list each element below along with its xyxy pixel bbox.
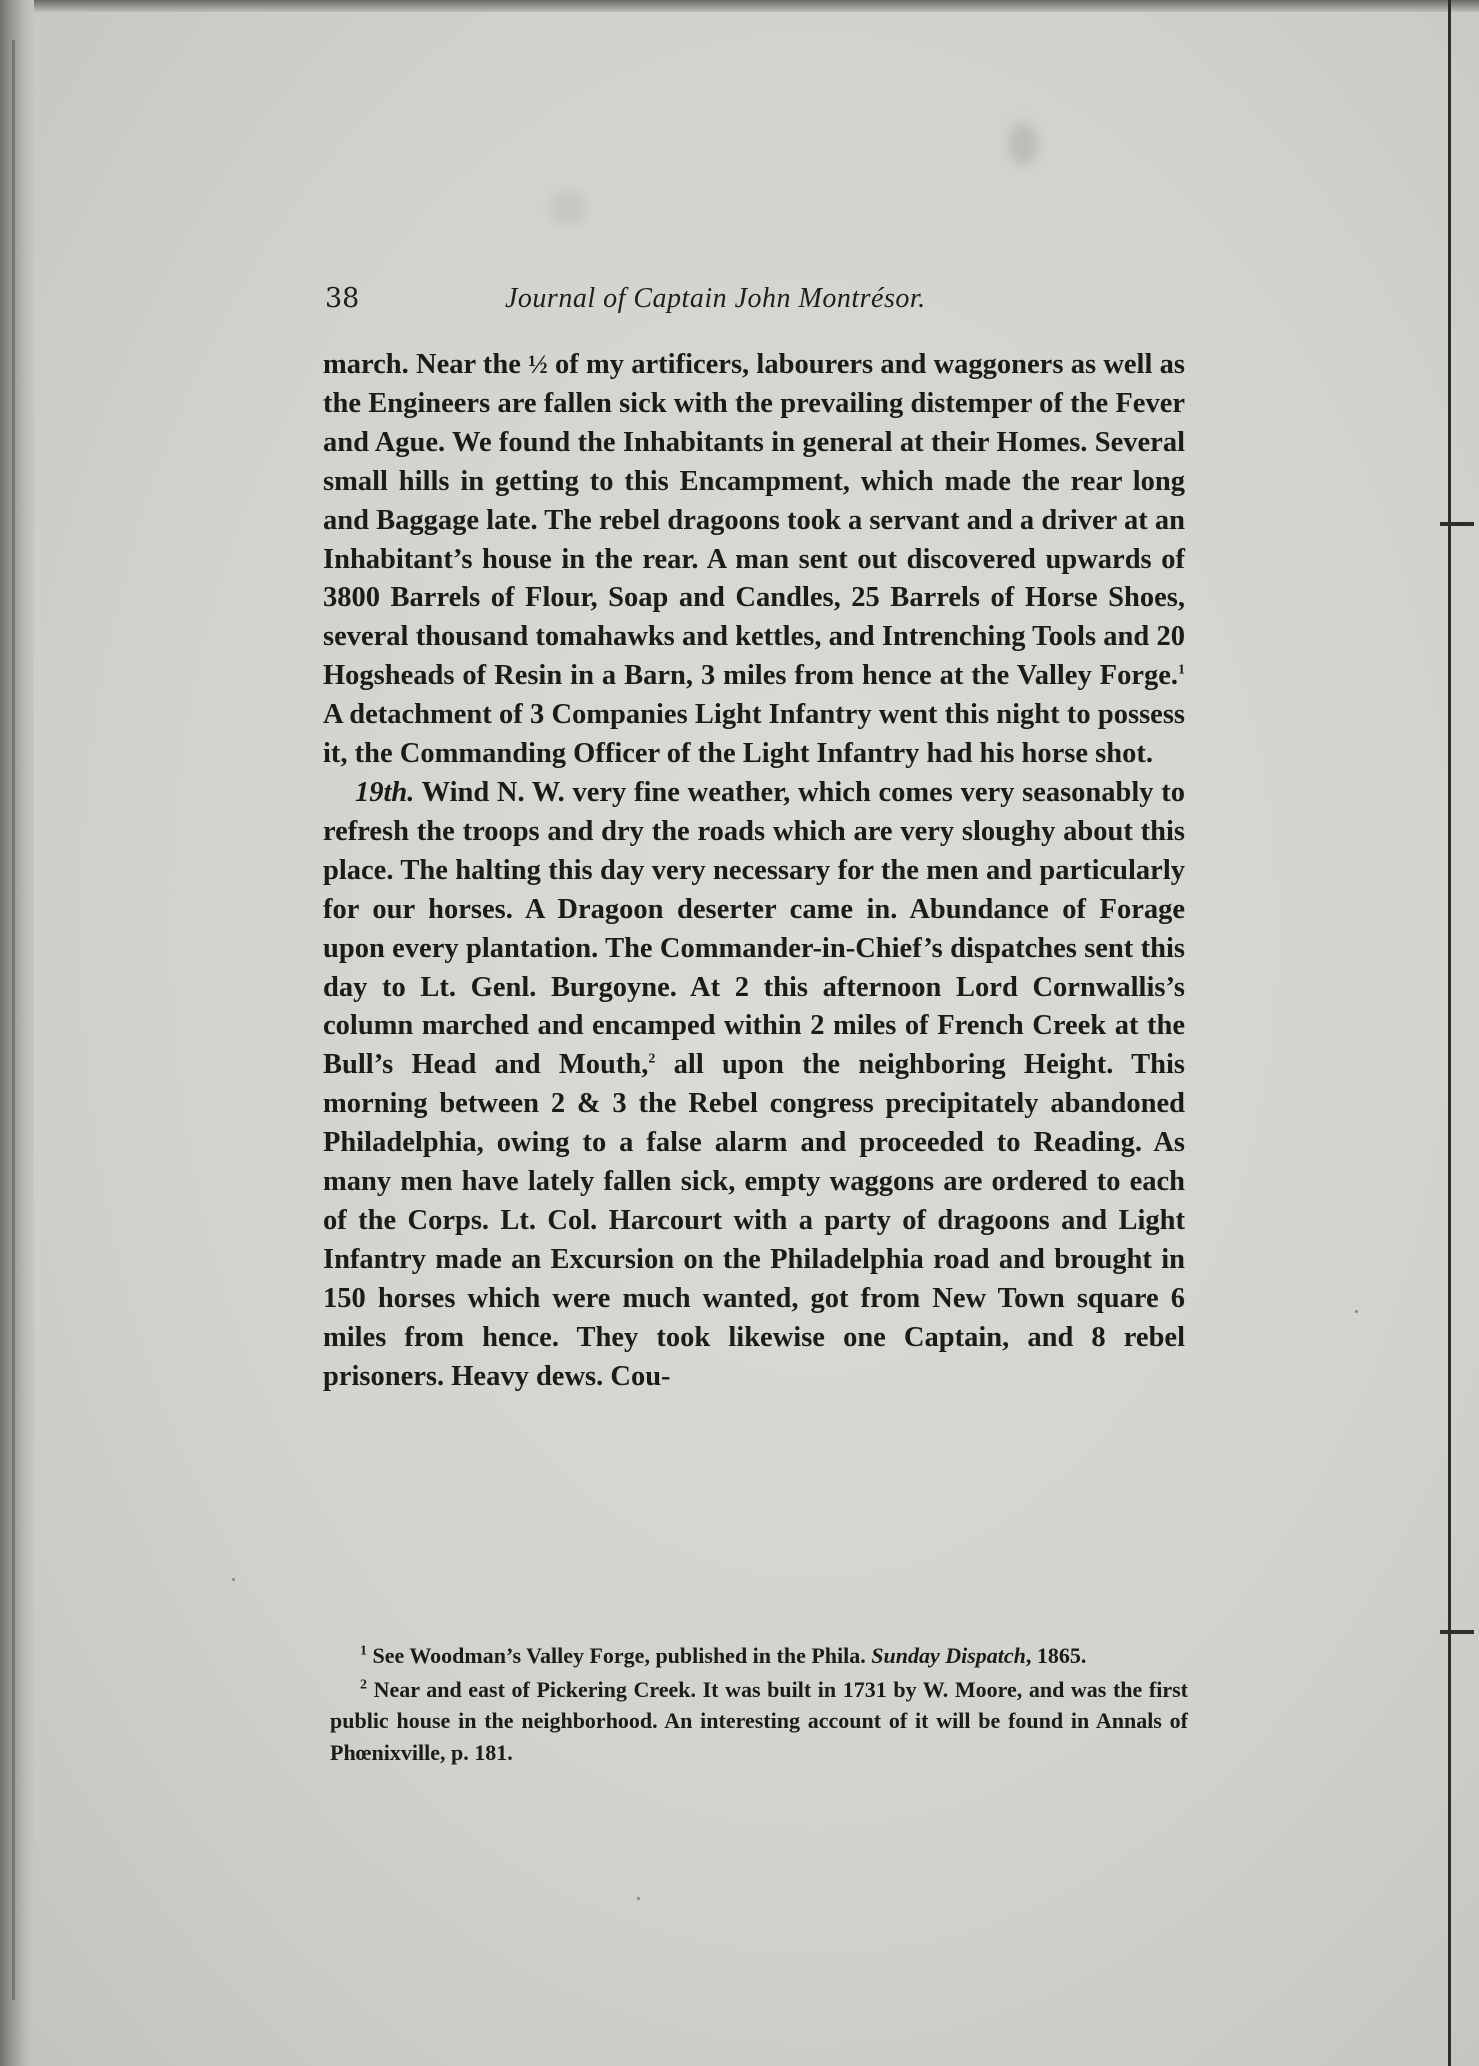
- left-binding-edge: [0, 0, 34, 2066]
- binding-shadow-line: [12, 40, 15, 2000]
- right-margin-tick: [1440, 1630, 1474, 1634]
- right-margin-rule: [1448, 0, 1451, 2066]
- footnote-marker: 1: [360, 1643, 367, 1659]
- paper-speck: [637, 1897, 640, 1900]
- text-run: Wind N. W. very fine weather, which comes very seasonably to refresh the troops and dry the roads which are very sloughy about this place. The halting this day very necessary for the men and particularly for our horses. A Dragoon deserter came in. Abundance of Forage upon every plantation. The Commander-in-Chief’s dispatches sent this day to Lt. Genl. Burgoyne. At 2 this afternoon Lord Cornwallis’s column marched and encamped within 2 miles of French Creek at the Bull’s Head and Mouth,: [323, 776, 1185, 1081]
- footnote-marker: 2: [360, 1677, 367, 1693]
- footnote-reference-2: 2: [648, 1051, 656, 1067]
- paragraph-19th: [323, 774, 1185, 1397]
- footnote-italic-title: Sunday Dispatch: [871, 1643, 1026, 1668]
- text-run: of my artificers, labourers and waggoners as well as the Engineers are fallen sick with the prevailing distemper of the Fever and Ague. We found the Inhabitants in general at their Homes. Several small hills in getting to this Encampment, which made the rear long and Baggage late. The rebel dragoons took a servant and a driver at an Inhabitant’s house in the rear. A man sent out discovered upwards of 3800 Barrels of Flour, Soap and Candles, 25 Barrels of Horse Shoes, several thousand tomahawks and kettles, and Intrenching Tools and 20 Hogsheads of Resin in a Barn, 3 miles from hence at the Valley Forge.: [323, 349, 1186, 692]
- page-header: [325, 283, 1195, 323]
- top-page-edge: [0, 0, 1479, 12]
- text-run: A detachment of 3 Companies Light Infantry went this night to possess it, the Commanding Officer of the Light Infantry had his horse shot.: [323, 699, 1185, 770]
- body-text: [323, 346, 1185, 1396]
- page-number: 38: [325, 283, 360, 314]
- ink-smudge: [548, 190, 588, 226]
- footnote-text: Near and east of Pickering Creek. It was built in 1731 by W. Moore, and was the first public house in the neighborhood. An interesting account of it will be found in Annals of Phœnixville, p. 181.: [330, 1676, 1188, 1765]
- fraction-one-half: ½: [528, 350, 548, 379]
- footnote-text: , 1865.: [1025, 1643, 1087, 1668]
- paper-speck: [232, 1578, 235, 1581]
- paragraph-march: [323, 346, 1185, 774]
- footnote-text: See Woodman’s Valley Forge, published in the Phila.: [367, 1643, 872, 1668]
- footnote-reference-1: 1: [1178, 662, 1185, 678]
- footnote-1: [330, 1640, 1188, 1672]
- footnote-2: [330, 1674, 1188, 1769]
- footnotes: [330, 1640, 1188, 1770]
- right-margin-tick: [1440, 522, 1474, 526]
- ink-smudge: [1008, 122, 1038, 166]
- running-title: Journal of Captain John Montrésor.: [505, 283, 926, 314]
- entry-date: 19th.: [355, 776, 415, 808]
- text-run: march. Near the: [323, 349, 529, 380]
- text-run: all upon the neighboring Height. This morning between 2 & 3 the Rebel congress precipitately abandoned Philadelphia, owing to a false alarm and proceeded to Reading. As many men have lately fallen sick, empty waggons are ordered to each of the Corps. Lt. Col. Harcourt with a party of dragoons and Light Infantry made an Excursion on the Philadelphia road and brought in 150 horses which were much wanted, got from New Town square 6 miles from hence. They took likewise one Captain, and 8 rebel prisoners. Heavy dews. Cou-: [323, 1049, 1185, 1392]
- paper-speck: [1355, 1310, 1358, 1313]
